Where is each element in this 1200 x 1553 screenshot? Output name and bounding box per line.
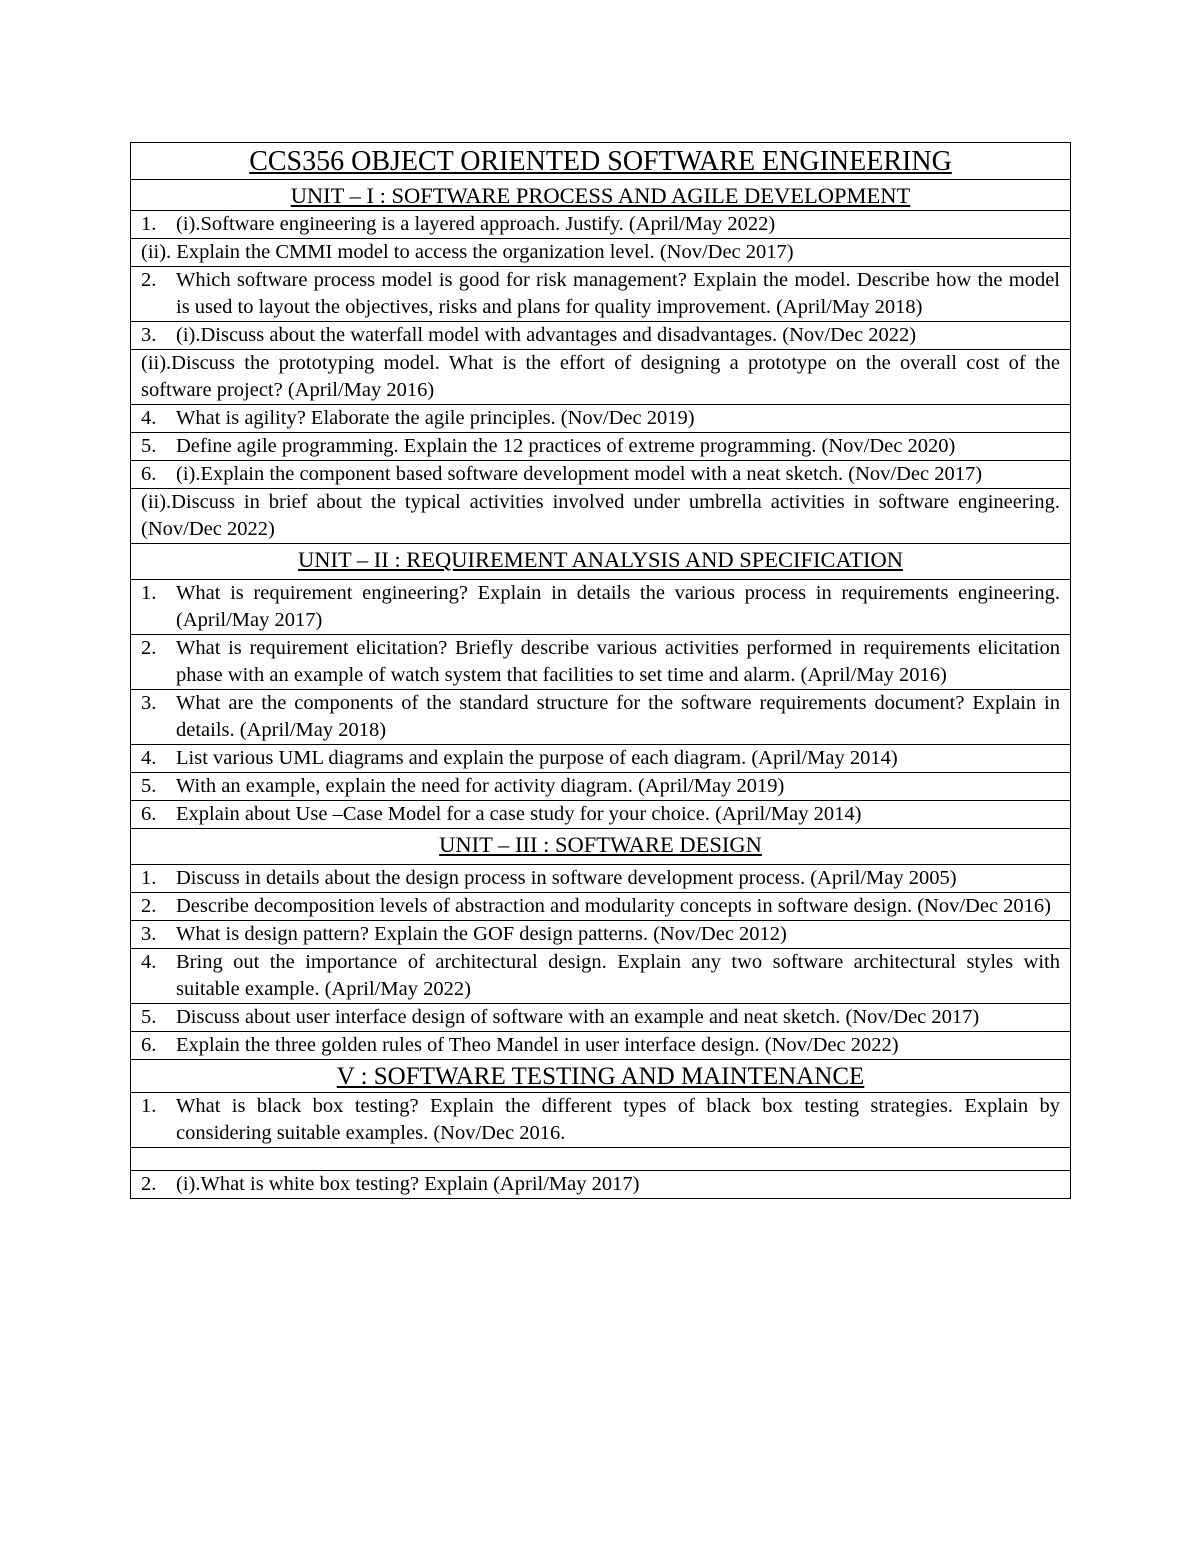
question-text: Define agile programming. Explain the 12 practices of extreme programming. (Nov/Dec 2020) [176,435,956,457]
question-text: Explain about Use –Case Model for a case study for your choice. (April/May 2014) [176,803,862,825]
unit-2-heading: UNIT – II : REQUIREMENT ANALYSIS AND SPECIFICATION [131,544,1071,580]
question-number: 3. [141,923,157,945]
question-number: 4. [141,407,157,429]
question-row [131,350,1071,405]
question-number: 4. [141,951,157,973]
question-text: What is requirement engineering? Explain in details the various process in requirements engineering. (April/May 2017) [176,582,1060,631]
question-bank-table [130,142,1071,1199]
question-row [131,461,1071,489]
question-row [131,489,1071,544]
question-row [131,921,1071,949]
question-row [131,773,1071,801]
question-text: Bring out the importance of architectural design. Explain any two software architectural styles with suitable example. (April/May 2022) [176,951,1060,1000]
question-number: 6. [141,803,157,825]
question-number: 2. [141,1173,157,1195]
question-number: 3. [141,692,157,714]
question-row [131,239,1071,267]
question-text: Explain the three golden rules of Theo Mandel in user interface design. (Nov/Dec 2022) [176,1034,899,1056]
question-row [131,1171,1071,1199]
question-row [131,1004,1071,1032]
question-row [131,801,1071,829]
question-row [131,405,1071,433]
question-number: 1. [141,1095,157,1117]
empty-cell [131,1148,1071,1171]
question-row [131,949,1071,1004]
question-text: (i).Software engineering is a layered approach. Justify. (April/May 2022) [176,213,776,235]
question-number: 6. [141,1034,157,1056]
unit-3-heading: UNIT – III : SOFTWARE DESIGN [131,829,1071,865]
question-text: With an example, explain the need for activity diagram. (April/May 2019) [176,775,785,797]
question-text: What is requirement elicitation? Briefly describe various activities performed in requirements elicitation phase with an example of watch system that facilities to set time and alarm. (April/May 2016) [176,637,1060,686]
unit-heading-row [131,829,1071,865]
unit-5-heading: V : SOFTWARE TESTING AND MAINTENANCE [131,1060,1071,1093]
question-number: 5. [141,435,157,457]
question-text: (ii). Explain the CMMI model to access the organization level. (Nov/Dec 2017) [141,241,794,263]
question-text: List various UML diagrams and explain the purpose of each diagram. (April/May 2014) [176,747,898,769]
question-text: (i).Explain the component based software development model with a neat sketch. (Nov/Dec 2017) [176,463,983,485]
empty-row [131,1148,1071,1171]
question-number: 1. [141,582,157,604]
question-number: 1. [141,213,157,235]
question-number: 4. [141,747,157,769]
question-number: 3. [141,324,157,346]
question-row [131,580,1071,635]
question-number: 5. [141,1006,157,1028]
question-text: Describe decomposition levels of abstraction and modularity concepts in software design. (Nov/Dec 2016) [176,895,1051,917]
question-text: What is design pattern? Explain the GOF design patterns. (Nov/Dec 2012) [176,923,787,945]
question-row [131,690,1071,745]
question-row [131,322,1071,350]
unit-1-heading: UNIT – I : SOFTWARE PROCESS AND AGILE DEVELOPMENT [131,180,1071,211]
question-row [131,1093,1071,1148]
question-row [131,635,1071,690]
unit-heading-row [131,180,1071,211]
unit-heading-row [131,544,1071,580]
title-row [131,143,1071,180]
question-number: 6. [141,463,157,485]
question-number: 5. [141,775,157,797]
question-text: (i).What is white box testing? Explain (April/May 2017) [176,1173,640,1195]
question-text: (i).Discuss about the waterfall model with advantages and disadvantages. (Nov/Dec 2022) [176,324,917,346]
question-text: (ii).Discuss in brief about the typical activities involved under umbrella activities in software engineering. (Nov/Dec 2022) [141,491,1060,540]
question-text: What is agility? Elaborate the agile principles. (Nov/Dec 2019) [176,407,695,429]
document-title: CCS356 OBJECT ORIENTED SOFTWARE ENGINEERING [131,143,1071,180]
question-row [131,211,1071,239]
question-number: 2. [141,637,157,659]
question-text: What are the components of the standard structure for the software requirements document? Explain in details. (April/May 2018) [176,692,1060,741]
question-number: 1. [141,867,157,889]
question-row [131,745,1071,773]
question-number: 2. [141,269,157,291]
question-number: 2. [141,895,157,917]
question-text: (ii).Discuss the prototyping model. What is the effort of designing a prototype on the overall cost of the software project? (April/May 2016) [141,352,1060,401]
question-row [131,865,1071,893]
question-row [131,1032,1071,1060]
question-text: Discuss in details about the design process in software development process. (April/May 2005) [176,867,957,889]
question-row [131,267,1071,322]
question-text: What is black box testing? Explain the different types of black box testing strategies. Explain by considering suitable examples. (Nov/Dec 2016. [176,1095,1060,1144]
unit-heading-row [131,1060,1071,1093]
question-text: Which software process model is good for risk management? Explain the model. Describe how the model is used to layout the objectives, risks and plans for quality improvement. (April/May 2018) [176,269,1060,318]
question-row [131,893,1071,921]
question-row [131,433,1071,461]
question-text: Discuss about user interface design of software with an example and neat sketch. (Nov/Dec 2017) [176,1006,980,1028]
